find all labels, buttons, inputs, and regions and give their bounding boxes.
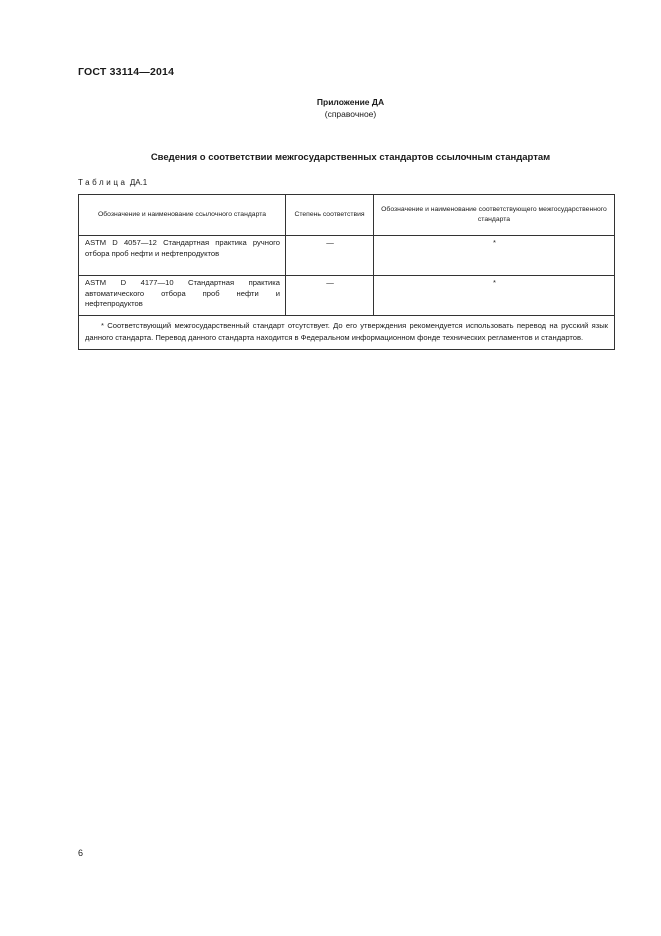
table-row [79,236,615,276]
page-number: 6 [78,848,84,858]
table-footnote-row [79,316,615,350]
footnote-text: * Соответствующий межгосударственный стандарт отсутствует. До его утверждения рекомендуется использовать перевод на русский язык данного стандарта. Перевод данного стандарта находится в Федеральном информационном фонде технических регламентов и стандартов. [85,321,608,342]
appendix-heading [0,96,661,120]
table-caption [78,178,147,187]
correspondence-table [78,194,615,350]
cell-degree: — [286,276,374,316]
appendix-title: Приложение ДА [316,97,385,107]
table-footnote [79,316,615,350]
header-interstate-standard: Обозначение и наименование соответствующего межгосударственного стандарта [374,195,615,236]
appendix-note: (справочное) [324,109,377,119]
cell-interstate-standard: * [374,236,615,276]
page-title: Сведения о соответствии межгосударственных стандартов ссылочным стандартам [150,152,551,163]
header-reference-standard: Обозначение и наименование ссылочного стандарта [79,195,286,236]
table-caption-id: ДА.1 [129,178,148,187]
cell-reference-standard: ASTM D 4057—12 Стандартная практика ручного отбора проб нефти и нефтепродуктов [79,236,286,276]
header-degree: Степень соответствия [286,195,374,236]
table-caption-word: Таблица [78,178,128,187]
standard-number: ГОСТ 33114—2014 [78,66,175,78]
cell-degree: — [286,236,374,276]
table-header-row [79,195,615,236]
cell-reference-standard: ASTM D 4177—10 Стандартная практика автоматического отбора проб нефти и нефтепродуктов [79,276,286,316]
table-row [79,276,615,316]
cell-interstate-standard: * [374,276,615,316]
